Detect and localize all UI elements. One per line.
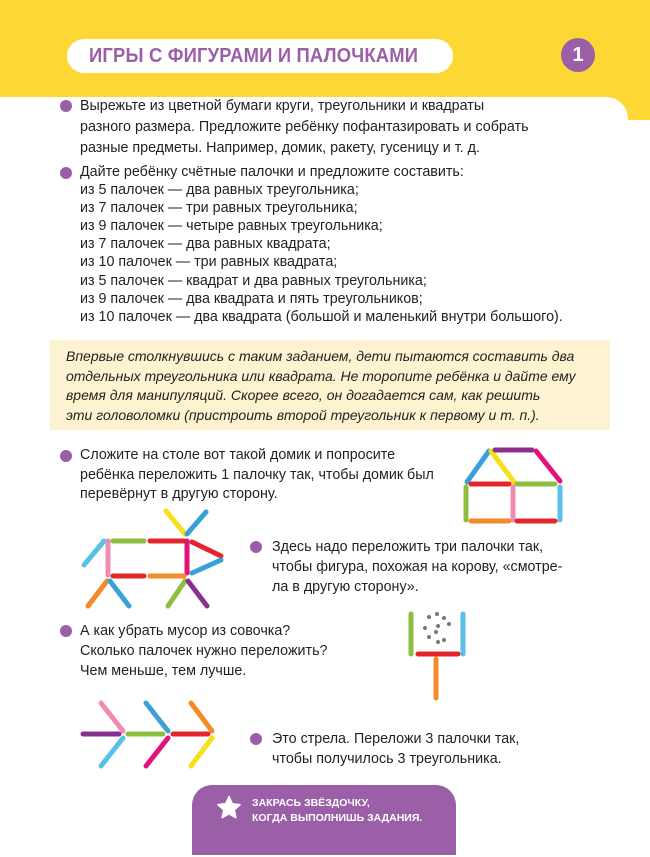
text-line: из 5 палочек — два равных треугольника;	[80, 182, 359, 199]
text-line: из 10 палочек — три равных квадрата;	[80, 254, 338, 271]
footer-line: ЗАКРАСЬ ЗВЁЗДОЧКУ,	[252, 797, 370, 809]
text-line: чтобы получилось 3 треугольника.	[272, 751, 502, 767]
task-6-text	[272, 729, 519, 769]
task-2-text	[80, 163, 563, 326]
note-line: время для манипуляций. Скорее всего, он догадается сам, как решить	[66, 387, 541, 403]
text-line: Это стрела. Переложи 3 палочки так,	[272, 731, 520, 747]
text-line: Здесь надо переложить три палочки так,	[272, 539, 544, 555]
text-line: ла в другую сторону».	[272, 579, 419, 595]
text-line: из 7 палочек — два равных квадрата;	[80, 236, 331, 253]
text-line: Чем меньше, тем лучше.	[80, 663, 247, 679]
bullet-icon	[60, 450, 72, 462]
text-line: из 10 палочек — два квадрата (большой и маленький внутри большого).	[80, 308, 563, 325]
bullet-icon	[250, 733, 262, 745]
text-line: из 9 палочек — два квадрата и пять треугольников;	[80, 290, 423, 307]
page-number-badge: 1	[561, 38, 595, 72]
bullet-icon	[60, 625, 72, 637]
text-line: Дайте ребёнку счётные палочки и предложите составить:	[80, 164, 464, 180]
task-3-text	[80, 446, 434, 505]
text-line: из 9 палочек — четыре равных треугольника;	[80, 218, 383, 235]
star-icon[interactable]	[216, 795, 242, 821]
text-line: ребёнка переложить 1 палочку так, чтобы домик был	[80, 466, 434, 483]
text-line: перевёрнут в другую сторону.	[80, 486, 278, 502]
text-line: Сложите на столе вот такой домик и попросите	[80, 447, 396, 463]
bullet-icon	[60, 167, 72, 179]
page-title: ИГРЫ С ФИГУРАМИ И ПАЛОЧКАМИ	[89, 45, 419, 67]
note-line: Впервые столкнувшись с таким заданием, дети пытаются составить два	[66, 348, 575, 364]
parent-note-box	[50, 340, 610, 430]
task-5-text	[80, 621, 327, 681]
task-1-text	[80, 96, 529, 159]
text-line: Вырежьте из цветной бумаги круги, треугольники и квадраты	[80, 98, 485, 114]
text-line: из 5 палочек — квадрат и два равных треугольника;	[80, 272, 427, 289]
bullet-icon	[60, 100, 72, 112]
text-line: Сколько палочек нужно переложить?	[80, 643, 328, 659]
text-line: разные предметы. Например, домик, ракету, гусеницу и т. д.	[80, 140, 480, 156]
text-line: из 7 палочек — три равных треугольника;	[80, 200, 358, 217]
text-line: А как убрать мусор из совочка?	[80, 623, 291, 639]
task-4-text	[272, 537, 562, 597]
text-line: разного размера. Предложите ребёнку пофантазировать и собрать	[80, 119, 529, 135]
note-line: отдельных треугольника или квадрата. Не торопите ребёнка и дайте ему	[66, 367, 576, 384]
footer-line: КОГДА ВЫПОЛНИШЬ ЗАДАНИЯ.	[252, 812, 423, 824]
page-title-pill	[67, 39, 453, 73]
note-line: эти головоломки (пристроить второй треугольник к первому и т. п.).	[66, 406, 540, 423]
bullet-icon	[250, 541, 262, 553]
completion-footer	[192, 785, 456, 855]
text-line: чтобы фигура, похожая на корову, «смотре-	[272, 559, 563, 575]
